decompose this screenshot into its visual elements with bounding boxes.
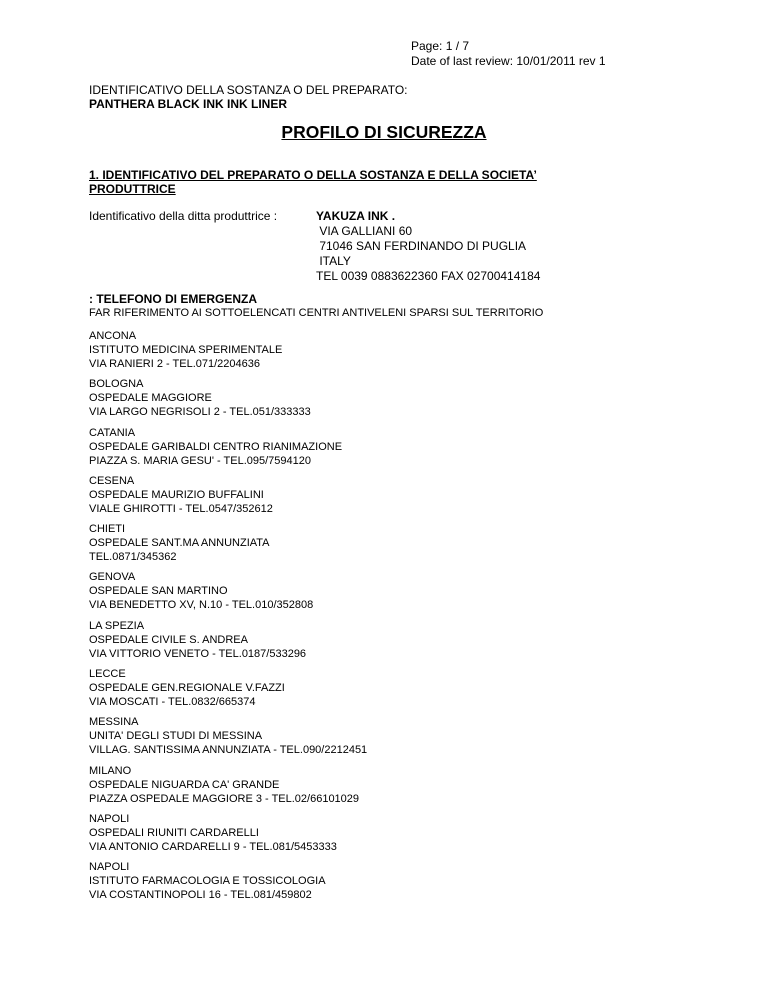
center-name: ISTITUTO FARMACOLOGIA E TOSSICOLOGIA <box>89 875 326 888</box>
center-name: UNITA' DEGLI STUDI DI MESSINA <box>89 730 263 743</box>
center-city: LECCE <box>89 668 126 681</box>
poison-center <box>89 860 367 908</box>
poison-center <box>89 667 367 715</box>
poison-centers-list <box>89 329 367 909</box>
substance-identification <box>89 83 408 111</box>
center-address: VIA LARGO NEGRISOLI 2 - TEL.051/333333 <box>89 406 311 419</box>
company-street: VIA GALLIANI 60 <box>316 224 413 238</box>
center-name: OSPEDALE SANT.MA ANNUNZIATA <box>89 537 270 550</box>
center-address: VIA RANIERI 2 - TEL.071/2204636 <box>89 358 261 370</box>
center-address: VIALE GHIROTTI - TEL.0547/352612 <box>89 502 273 515</box>
company-country: ITALY <box>316 254 351 268</box>
center-address: PIAZZA S. MARIA GESU' - TEL.095/7594120 <box>89 454 312 467</box>
center-address: VIA MOSCATI - TEL.0832/665374 <box>89 696 256 709</box>
center-address: PIAZZA OSPEDALE MAGGIORE 3 - TEL.02/66101029 <box>89 792 360 805</box>
center-name: OSPEDALE MAURIZIO BUFFALINI <box>89 488 264 501</box>
poison-center <box>89 619 367 667</box>
center-city: CHIETI <box>89 523 126 536</box>
company-contacts: TEL 0039 0883622360 FAX 02700414184 <box>316 269 541 283</box>
center-city: MESSINA <box>89 716 139 729</box>
center-city: LA SPEZIA <box>89 619 145 632</box>
center-city: GENOVA <box>89 571 136 584</box>
center-address: VIA BENEDETTO XV, N.10 - TEL.010/352808 <box>89 599 314 612</box>
center-name: OSPEDALE GARIBALDI CENTRO RIANIMAZIONE <box>89 440 343 453</box>
poison-center <box>89 715 367 763</box>
review-date: Date of last review: 10/01/2011 rev 1 <box>411 54 606 68</box>
poison-center <box>89 522 367 570</box>
center-address: VIA COSTANTINOPOLI 16 - TEL.081/459802 <box>89 889 312 902</box>
center-city: ANCONA <box>89 330 137 342</box>
section-1-heading <box>89 168 649 196</box>
product-name: PANTHERA BLACK INK INK LINER <box>89 97 287 111</box>
center-name: OSPEDALI RIUNITI CARDARELLI <box>89 826 259 839</box>
page-number: Page: 1 / 7 <box>411 39 470 53</box>
center-city: NAPOLI <box>89 861 130 874</box>
emergency-heading: : TELEFONO DI EMERGENZA <box>89 292 257 306</box>
section-1-heading-line1: 1. IDENTIFICATIVO DEL PREPARATO O DELLA SOSTANZA E DELLA SOCIETA’ <box>89 168 537 182</box>
center-address: VILLAG. SANTISSIMA ANNUNZIATA - TEL.090/2212451 <box>89 744 368 757</box>
center-address: VIA ANTONIO CARDARELLI 9 - TEL.081/5453333 <box>89 840 337 853</box>
manufacturer-label: Identificativo della ditta produttrice : <box>89 209 278 223</box>
center-name: OSPEDALE GEN.REGIONALE V.FAZZI <box>89 682 285 695</box>
center-name: OSPEDALE CIVILE S. ANDREA <box>89 633 248 646</box>
center-city: MILANO <box>89 764 132 777</box>
poison-center <box>89 377 367 425</box>
poison-center <box>89 812 367 860</box>
center-name: OSPEDALE SAN MARTINO <box>89 585 228 598</box>
company-name: YAKUZA INK . <box>316 209 396 223</box>
substance-label: IDENTIFICATIVO DELLA SOSTANZA O DEL PREPARATO: <box>89 83 408 97</box>
section-1-heading-line2: PRODUTTRICE <box>89 182 176 196</box>
center-city: BOLOGNA <box>89 378 144 391</box>
poison-center <box>89 426 367 474</box>
center-name: OSPEDALE MAGGIORE <box>89 392 212 405</box>
manufacturer-details <box>316 209 540 284</box>
page-header <box>411 39 606 69</box>
center-city: NAPOLI <box>89 812 130 825</box>
document-title: PROFILO DI SICUREZZA <box>281 122 487 142</box>
poison-center <box>89 329 367 377</box>
poison-center <box>89 570 367 618</box>
center-city: CATANIA <box>89 426 136 439</box>
company-city: 71046 SAN FERDINANDO DI PUGLIA <box>316 239 527 253</box>
center-name: ISTITUTO MEDICINA SPERIMENTALE <box>89 344 283 356</box>
center-address: TEL.0871/345362 <box>89 551 177 564</box>
center-address: VIA VITTORIO VENETO - TEL.0187/533296 <box>89 647 307 660</box>
center-name: OSPEDALE NIGUARDA CA' GRANDE <box>89 778 280 791</box>
emergency-subheading: FAR RIFERIMENTO AI SOTTOELENCATI CENTRI ANTIVELENI SPARSI SUL TERRITORIO <box>89 307 544 319</box>
poison-center <box>89 764 367 812</box>
poison-center <box>89 474 367 522</box>
center-city: CESENA <box>89 474 135 487</box>
emergency-section <box>89 292 543 320</box>
